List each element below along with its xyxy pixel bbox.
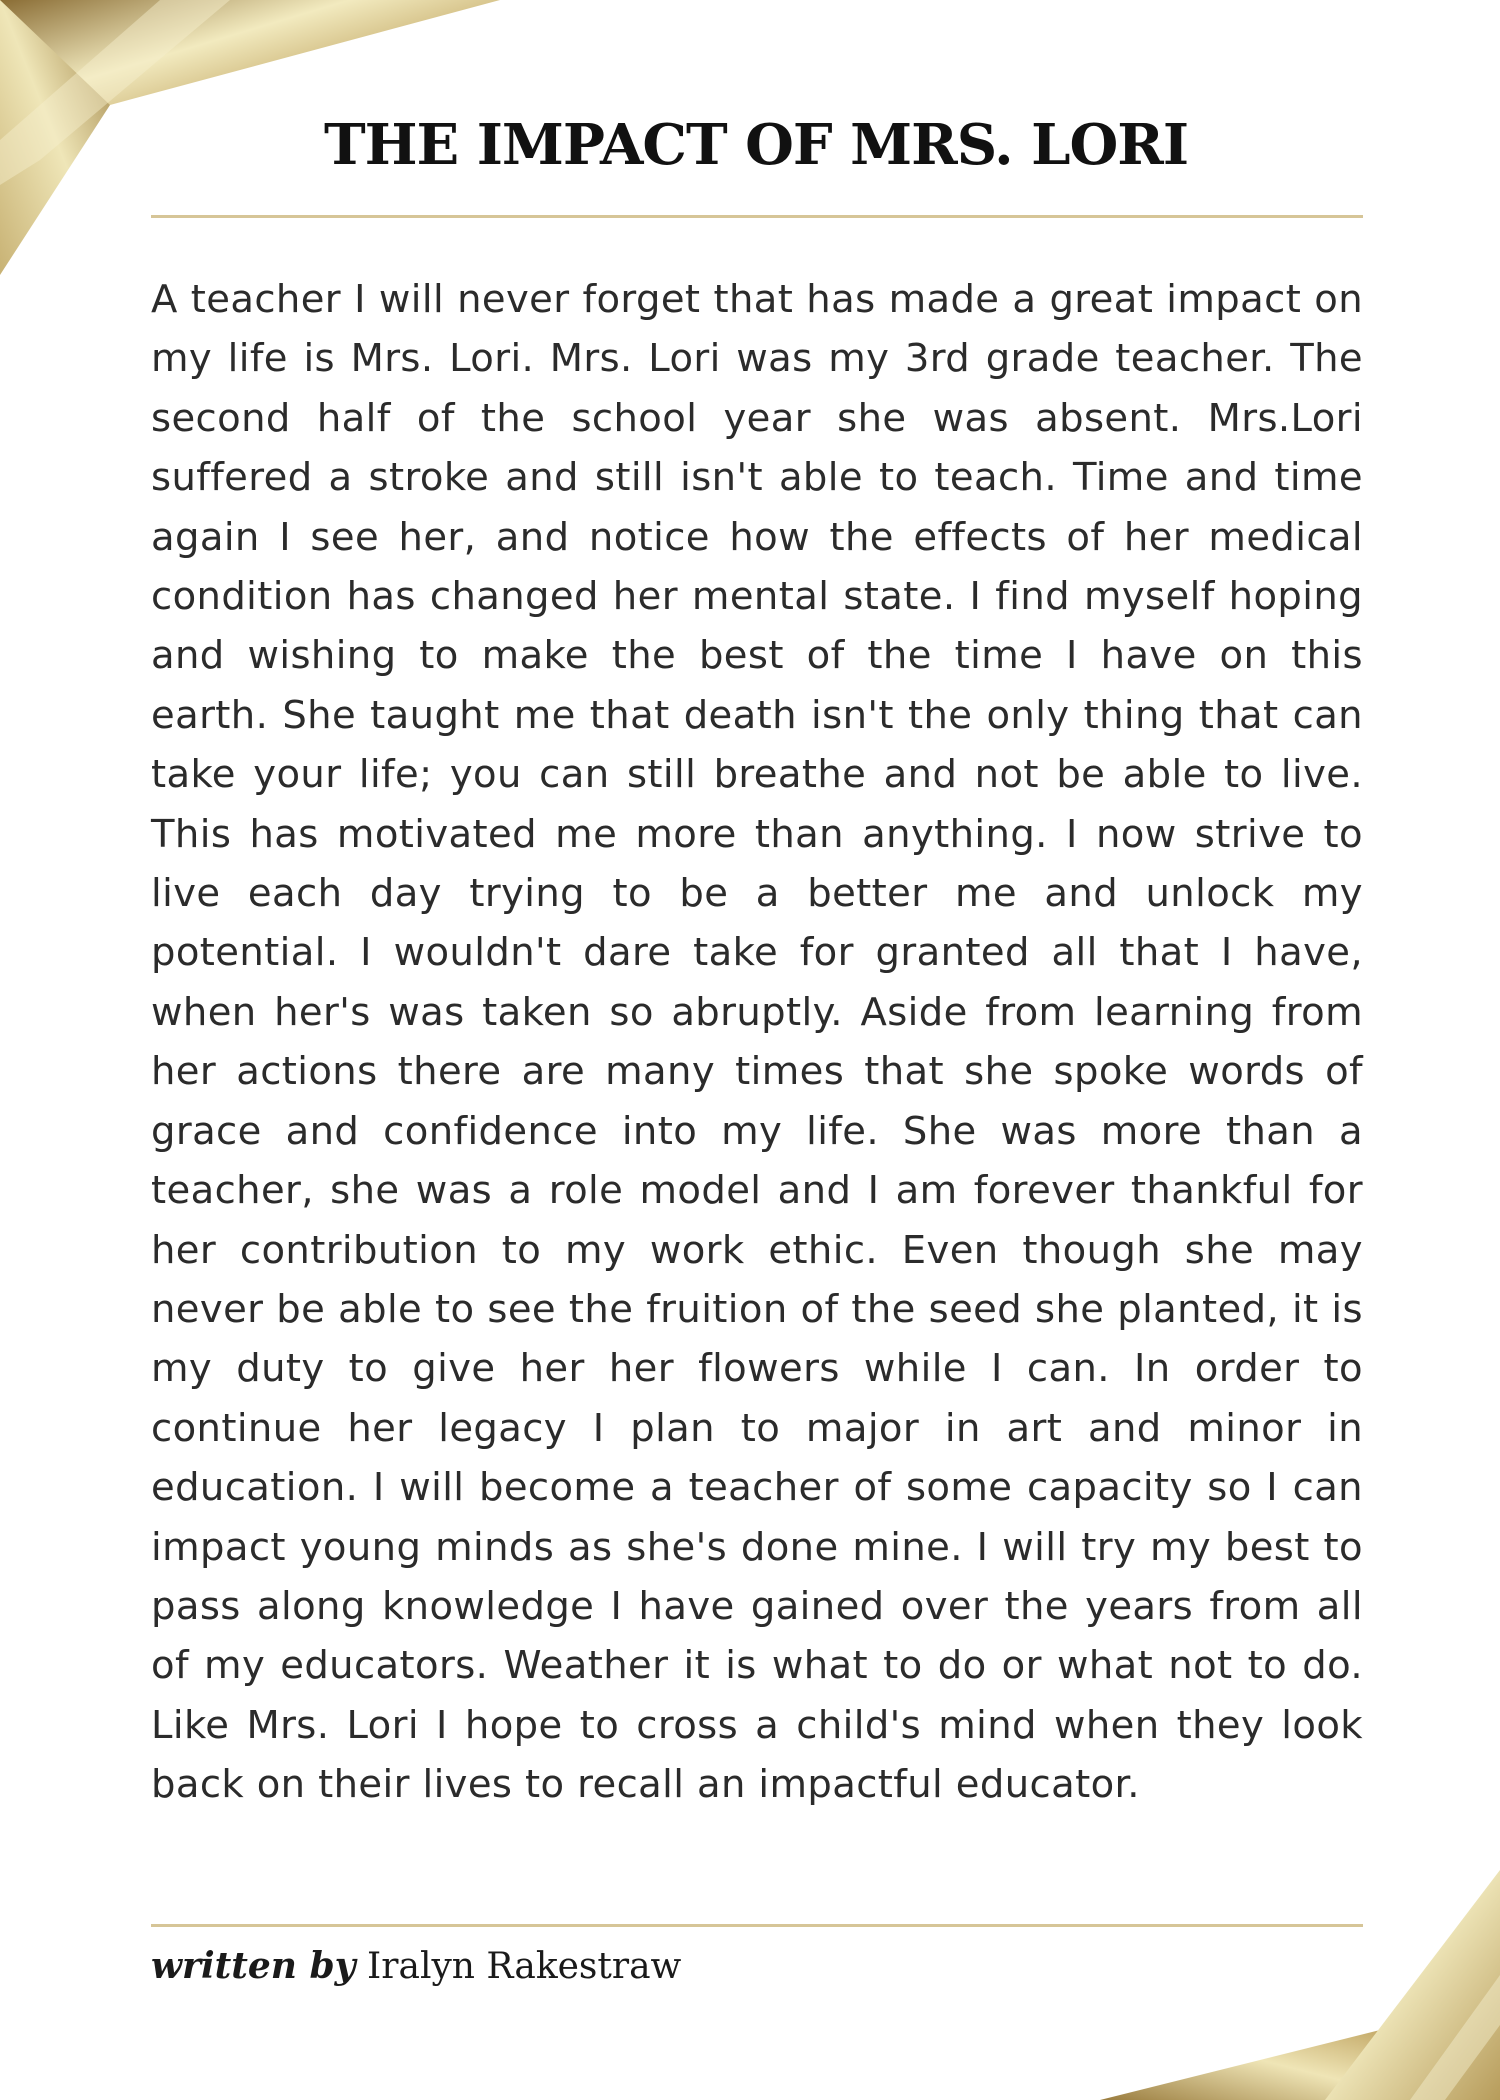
top-divider — [151, 215, 1363, 218]
bottom-divider — [151, 1924, 1363, 1927]
byline-prefix: written by — [151, 1945, 356, 1987]
essay-body: A teacher I will never forget that has made a great impact on my life is Mrs. Lori. Mrs. Lori was my 3rd grade teacher. The second half of the school year she was absent. Mrs.Lori suffered a stroke and still isn't able to teach. Time and time again I see her, and notice how the effects of her medical condition has changed her mental state. I find myself hoping and wishing to make the best of the time I have on this earth. She taught me that death isn't the only thing that can take your life; you can still breathe and not be able to live. This has motivated me more than anything. I now strive to live each day trying to be a better me and unlock my potential. I wouldn't dare take for granted all that I have, when her's was taken so abruptly. Aside from learning from her actions there are many times that she spoke words of grace and confidence into my life. She was more than a teacher, she was a role model and I am forever thankful for her contribution to my work ethic. Even though she may never be able to see the fruition of the seed she planted, it is my duty to give her her flowers while I can. In order to continue her legacy I plan to major in art and minor in education. I will become a teacher of some capacity so I can impact young minds as she's done mine. I will try my best to pass along knowledge I have gained over the years from all of my educators. Weather it is what to do or what not to do. Like Mrs. Lori I hope to cross a child's mind when they look back on their lives to recall an impactful educator. — [151, 277, 1363, 1808]
gold-band-right — [1325, 1870, 1500, 2100]
author-name: Iralyn Rakestraw — [367, 1946, 682, 1987]
page-title: THE IMPACT OF MRS. LORI — [323, 112, 1189, 178]
byline — [151, 1945, 681, 1987]
